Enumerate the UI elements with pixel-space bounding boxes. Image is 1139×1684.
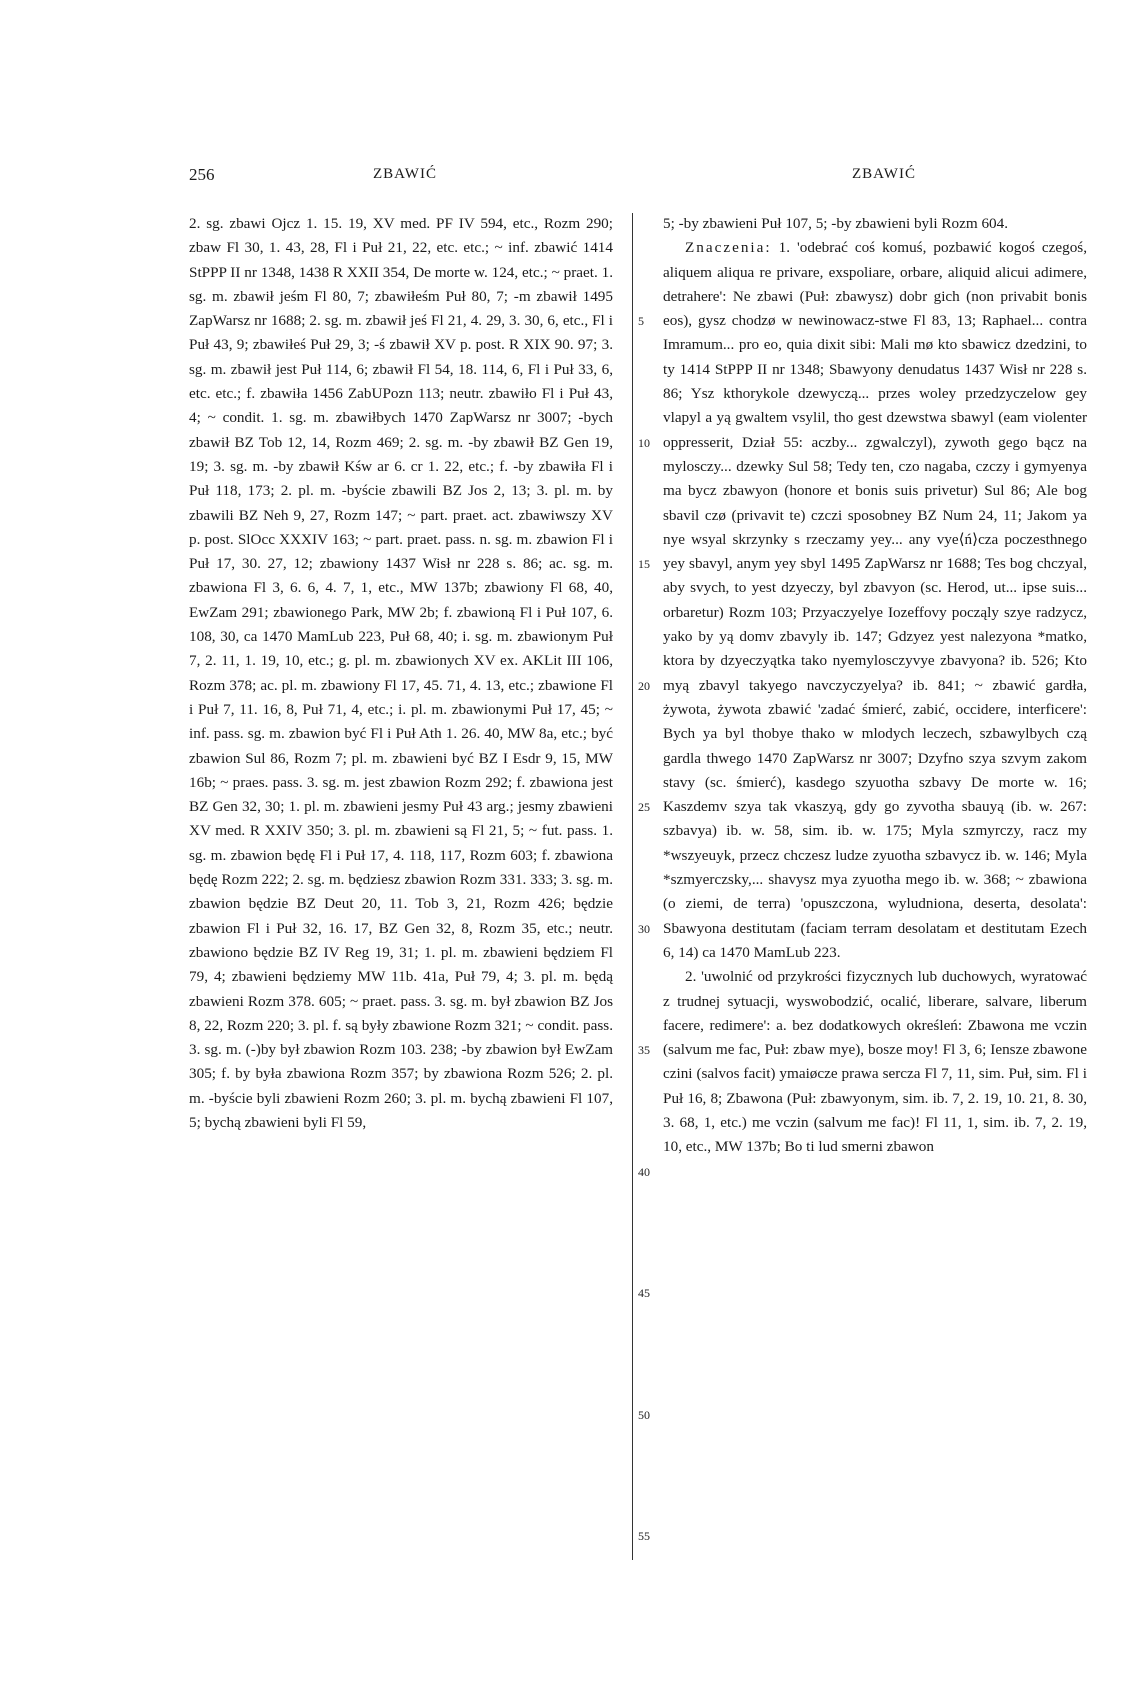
right-paragraph-meanings <box>663 236 1087 965</box>
line-number-55: 55 <box>638 1529 650 1543</box>
right-paragraph-meaning-2: 2. 'uwolnić od przykrości fizycznych lub duchowych, wyratować z trudnej sytuacji, wyswobodzić, ocalić, liberare, salvare, liberum facere, redimere': a. bez dodatkowych określeń: Zbawona me vczin (salvum me fac, Puł: zbaw mye), bosze moy! Fl 3, 6; Iensze zbawone czini (salvos facit) ymaiøcze prawa sercza Fl 7, 11, sim. Puł, sim. Fl i Puł 16, 8; Zbawona (Puł: zbawyonym, sim. ib. 7, 2. 19, 10. 21, 8. 30, 3. 68, 1, etc.) me vczin (salvum me fac)! Fl 11, 1, sim. ib. 7, 2. 19, 10, etc., MW 137b; Bo ti lud smerni zbawon <box>663 968 1087 1156</box>
page-number: 256 <box>189 165 215 184</box>
meaning-1-text: 1. 'odebrać coś komuś, pozbawić kogoś czegoś, aliquem aliqua re privare, exspoliare, orbare, aliquid alicui adimere, detrahere': Ne zbawi (Puł: zbawysz) dobr gich (non privabit bonis eos), gysz chodzø w newinowacz-stwe Fl 83, 13; Raphael... contra Imramum... pro eo, quia dixit sibi: Mali mø kto sbawicz dzedzini, to ty 1414 StPPP II nr 1348; Sbawyony denudatus 1437 Wisł nr 228 s. 86; Ysz kthorykole dzewyczą... przes woley przedzyczelow gey vlapyl a yą gwaltem vsylil, tho gest dzewstwa sbawyl (eam violenter oppresserit, Dział 55: aczby... zgwalczyl), zywoth gego bącz na mylosczy... dzewky Sul 58; Tedy ten, czo nagaba, czczy i gymyenya ma bycz zbawyon (honore et bonis suis privetur) Sul 86; Ale bog sbavil czø (privavit te) czczi sposobney BZ Num 24, 11; Jakom ya nye wsyal skrzynky s rzeczamy yey... any vye⟨ń⟩cza poczesthnego yey sbavyl, anym yey sbyl 1495 ZapWarsz nr 1688; Tes bog chczyal, aby svych, to yest dzyeczy, byl zbavyon (sc. Herod, ut... ipse suis... orbaretur) Rozm 103; Przyaczyelye Iozeffovy począly szye radzycz, yako by yą domv zbavyly ib. 147; Gdzyez yest nalezyona *matko, ktora by dzyeczyątka tako nyemylosczyvye zbavyona? ib. 526; Kto myą zbavyl takyego navczyczyelya? ib. 841; ~ zbawić gardła, żywota, żywota zbawić 'zadać śmierć, zabić, occidere, interficere': Bych ya byl thobye thako w mlodych leczech, szbawylbych czą gardla thwego 1470 ZapWarsz nr 3007; Dzyfno szya szvym zakom stavy (sc. śmierć), kasdego szyuotha szbavy De morte w. 16; Kaszdemv szya tak vkaszyą, gdy go zyvotha sbauyą (ib. w. 267: szbavya) ib. w. 58, sim. ib. w. 175; Myla szmyrczy, racz my *wszyeuyk, przecz chczesz ludze zyuotha szbavycz ib. w. 146; Myla *szmyerczsky,... shavysz mya zyuotha mego ib. w. 368; ~ zbawiona (o ziemi, de terra) 'opuszczona, wyludniona, deserta, desolata': Sbawyona destitutam (faciam terram desolatam et destitutam Ezech 6, 14) ca 1470 MamLub 223. <box>663 239 1087 961</box>
line-number-5: 5 <box>638 314 644 328</box>
left-column-text: 2. sg. zbawi Ojcz 1. 15. 19, XV med. PF IV 594, etc., Rozm 290; zbaw Fl 30, 1. 43, 28, Fl i Puł 21, 22, etc. etc.; ~ inf. zbawić 1414 StPPP II nr 1348, 1438 R XXII 354, De morte w. 124, etc.; ~ praet. 1. sg. m. zbawił jeśm Fl 80, 7; zbawiłeśm Puł 80, 7; -m zbawił 1495 ZapWarsz nr 1688; 2. sg. m. zbawił jeś Fl 21, 4. 29, 3. 30, 6, etc., Fl i Puł 43, 9; zbawiłeś Puł 29, 3; -ś zbawił XV p. post. R XIX 90. 97; 3. sg. m. zbawił jest Puł 114, 6; zbawił Fl 54, 18. 114, 6, Fl i Puł 33, 6, etc. etc.; f. zbawiła 1456 ZabUPozn 113; neutr. zbawiło Fl i Puł 43, 4; ~ condit. 1. sg. m. zbawiłbych 1470 ZapWarsz nr 3007; -bych zbawił BZ Tob 12, 14, Rozm 469; 2. sg. m. -by zbawił BZ Gen 19, 19; 3. sg. m. -by zbawił Kśw ar 6. cr 1. 22, etc.; f. -by zbawiła Fl i Puł 118, 173; 2. pl. m. -byście zbawili BZ Jos 2, 13; 3. pl. m. by zbawili BZ Neh 9, 27, Rozm 147; ~ part. praet. act. zbawiwszy XV p. post. SlOcc XXXIV 163; ~ part. praet. pass. n. sg. m. zbawion Fl i Puł 17, 30. 27, 12; zbawiony 1437 Wisł nr 228 s. 86; ac. sg. m. zbawiona Fl 3, 6. 6, 4. 7, 1, etc., MW 137b; zbawiony Fl 68, 40, EwZam 291; zbawionego Park, MW 2b; f. zbawioną Fl i Puł 107, 6. 108, 30, ca 1470 MamLub 223, Puł 68, 40; i. sg. m. zbawionym Puł 7, 2. 11, 1. 19, 10, etc.; g. pl. m. zbawionych XV ex. AKLit III 106, Rozm 378; ac. pl. m. zbawiony Fl 17, 45. 71, 4. 13, etc.; zbawione Fl i Puł 7, 11. 16, 8, Puł 71, 4, etc.; i. pl. m. zbawionymi Puł 17, 45; ~ inf. pass. sg. m. zbawion być Fl i Puł Ath 1. 26. 40, MW 8a, etc.; być zbawion Sul 86, Rozm 7; pl. m. zbawieni być BZ I Esdr 9, 15, MW 16b; ~ praes. pass. 3. sg. m. jest zbawion Rozm 292; f. zbawiona jest BZ Gen 32, 30; 1. pl. m. zbawieni jesmy Puł 43 arg.; jesmy zbawieni XV med. R XXIV 350; 3. pl. m. zbawieni są Fl 21, 5; ~ fut. pass. 1. sg. m. zbawion będę Fl i Puł 17, 4. 118, 117, Rozm 603; f. zbawiona będę Rozm 222; 2. sg. m. będziesz zbawion Rozm 331. 333; 3. sg. m. zbawion będzie BZ Deut 20, 11. Tob 3, 21, Rozm 426; będzie zbawion Fl i Puł 32, 16. 17, BZ Gen 32, 8, Rozm 35, etc.; neutr. zbawiono będzie BZ IV Reg 19, 31; 1. pl. m. zbawieni będziem Fl 79, 4; zbawieni będziemy MW 11b. 41a, Puł 79, 4; 3. pl. m. będą zbawieni Rozm 378. 605; ~ praet. pass. 3. sg. m. był zbawion BZ Jos 8, 22, Rozm 220; 3. pl. f. są były zbawione Rozm 321; ~ condit. pass. 3. sg. m. (-)by był zbawion Rozm 103. 238; -by zbawion był EwZam 305; f. by była zbawiona Rozm 357; by zbawiona Rozm 526; 2. pl. m. -byście byli zbawieni Rozm 260; 3. pl. m. bychą zbawieni Fl 107, 5; bychą zbawieni byli Fl 59, <box>189 215 613 1131</box>
running-head-right: ZBAWIĆ <box>852 166 916 182</box>
line-number-20: 20 <box>638 679 650 693</box>
line-number-50: 50 <box>638 1408 650 1422</box>
right-paragraph-continuation: 5; -by zbawieni Puł 107, 5; -by zbawieni byli Rozm 604. <box>663 215 1009 232</box>
running-head-left: ZBAWIĆ <box>373 166 437 182</box>
line-number-35: 35 <box>638 1043 650 1057</box>
line-number-10: 10 <box>638 436 650 450</box>
column-rule <box>632 213 633 1560</box>
line-number-15: 15 <box>638 557 650 571</box>
meanings-label: Znaczenia: <box>685 239 772 257</box>
line-number-30: 30 <box>638 922 650 936</box>
right-column <box>663 212 1087 1160</box>
line-number-25: 25 <box>638 800 650 814</box>
line-number-45: 45 <box>638 1286 650 1300</box>
left-column <box>189 212 613 1135</box>
line-number-40: 40 <box>638 1165 650 1179</box>
